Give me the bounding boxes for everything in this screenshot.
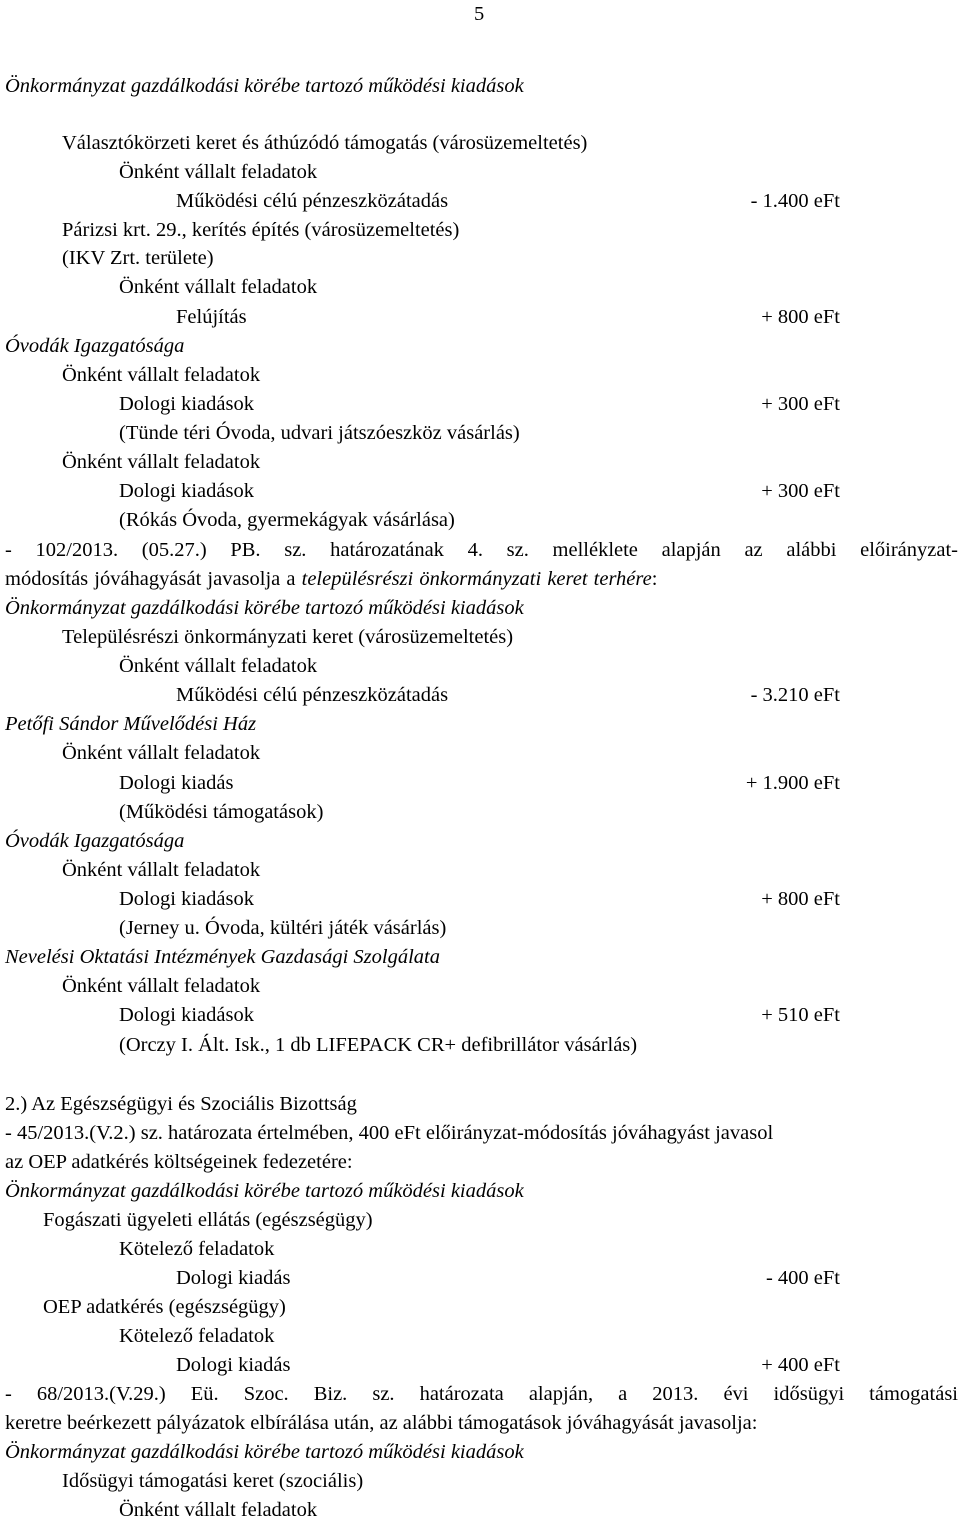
doc-line: [0, 216, 960, 245]
paragraph-line: - 102/2013. (05.27.) PB. sz. határozatának 4. sz. melléklete alapján az alábbi előirányzat-: [5, 539, 958, 561]
amount-value: - 3.210 eFt: [750, 684, 840, 706]
doc-line: [0, 72, 960, 101]
amount-value: + 800 eFt: [761, 306, 840, 328]
task-type-label: Önként vállalt feladatok: [62, 364, 261, 386]
expense-note: (Működési támogatások): [119, 801, 324, 823]
doc-line: [0, 390, 960, 419]
budget-frame-label: Településrészi önkormányzati keret (városüzemeltetés): [62, 626, 514, 648]
doc-line: [0, 273, 960, 302]
section-heading: Önkormányzat gazdálkodási körébe tartozó működési kiadások: [5, 597, 524, 619]
budget-frame-label: Fogászati ügyeleti ellátás (egészségügy): [43, 1209, 373, 1231]
task-type-label: Kötelező feladatok: [119, 1325, 275, 1347]
doc-line: [0, 187, 960, 216]
doc-line: [0, 798, 960, 827]
doc-line: [0, 1206, 960, 1235]
task-type-label: Önként vállalt feladatok: [62, 742, 261, 764]
committee-title: 2.) Az Egészségügyi és Szociális Bizottság: [5, 1093, 357, 1115]
doc-line: [0, 1293, 960, 1322]
amount-value: + 300 eFt: [761, 393, 840, 415]
page-number: 5: [474, 3, 485, 25]
page-number-line: [0, 0, 960, 29]
amount-value: - 1.400 eFt: [750, 190, 840, 212]
paragraph-line: az OEP adatkérés költségeinek fedezetére:: [5, 1151, 353, 1173]
section-heading: Önkormányzat gazdálkodási körébe tartozó működési kiadások: [5, 75, 524, 97]
doc-line: [0, 710, 960, 739]
institution-heading: Petőfi Sándor Művelődési Ház: [5, 713, 257, 735]
doc-line: [0, 1322, 960, 1351]
doc-line: [0, 361, 960, 390]
amount-value: + 1.900 eFt: [745, 772, 840, 794]
expense-category: Működési célú pénzeszközátadás: [176, 684, 449, 706]
amount-value: + 510 eFt: [761, 1004, 840, 1026]
institution-heading: Nevelési Oktatási Intézmények Gazdasági Szolgálata: [5, 946, 440, 968]
paragraph-text: :: [651, 568, 658, 590]
doc-line: [0, 972, 960, 1001]
doc-line: [0, 856, 960, 885]
expense-category: Dologi kiadás: [176, 1354, 291, 1376]
expense-category: Dologi kiadások: [119, 1004, 254, 1026]
task-type-label: Önként vállalt feladatok: [119, 161, 318, 183]
project-note: (IKV Zrt. területe): [62, 247, 214, 269]
doc-line: [0, 914, 960, 943]
doc-line: [0, 885, 960, 914]
amount-value: - 400 eFt: [765, 1267, 840, 1289]
task-type-label: Önként vállalt feladatok: [119, 1499, 318, 1521]
budget-frame-label: OEP adatkérés (egészségügy): [43, 1296, 286, 1318]
doc-line: [0, 1031, 960, 1060]
doc-line: [0, 448, 960, 477]
paragraph-line: keretre beérkezett pályázatok elbírálása után, az alábbi támogatások jóváhagyását javasolja:: [5, 1412, 758, 1434]
project-label: Párizsi krt. 29., kerítés építés (városüzemeltetés): [62, 219, 460, 241]
task-type-label: Kötelező feladatok: [119, 1238, 275, 1260]
doc-line: [0, 623, 960, 652]
task-type-label: Önként vállalt feladatok: [62, 975, 261, 997]
doc-line: [0, 827, 960, 856]
doc-line: [0, 1235, 960, 1264]
expense-category: Dologi kiadás: [119, 772, 234, 794]
doc-line: [0, 1496, 960, 1525]
doc-line: [0, 565, 960, 594]
task-type-label: Önként vállalt feladatok: [119, 655, 318, 677]
budget-frame-label: Idősügyi támogatási keret (szociális): [62, 1470, 364, 1492]
doc-line: [0, 1409, 960, 1438]
doc-line: [0, 739, 960, 768]
doc-line: [0, 594, 960, 623]
doc-line: [0, 1438, 960, 1467]
amount-value: + 300 eFt: [761, 480, 840, 502]
doc-line: [0, 536, 960, 565]
paragraph-line: - 45/2013.(V.2.) sz. határozata értelmében, 400 eFt előirányzat-módosítás jóváhagyást javasol: [5, 1122, 774, 1144]
doc-line: [0, 244, 960, 273]
doc-line: [0, 303, 960, 332]
doc-line: [0, 1177, 960, 1206]
expense-category: Dologi kiadások: [119, 480, 254, 502]
expense-category: Működési célú pénzeszközátadás: [176, 190, 449, 212]
expense-category: Dologi kiadások: [119, 393, 254, 415]
doc-line: [0, 477, 960, 506]
paragraph-line: - 68/2013.(V.29.) Eü. Szoc. Biz. sz. határozata alapján, a 2013. évi idősügyi támogatási: [5, 1383, 958, 1405]
expense-category: Dologi kiadások: [119, 888, 254, 910]
doc-line: [0, 1351, 960, 1380]
doc-line: [0, 1148, 960, 1177]
doc-line: [0, 1090, 960, 1119]
task-type-label: Önként vállalt feladatok: [62, 451, 261, 473]
expense-note: (Tünde téri Óvoda, udvari játszóeszköz vásárlás): [119, 422, 520, 444]
paragraph-text: módosítás jóváhagyását javasolja a: [5, 568, 302, 590]
task-type-label: Önként vállalt feladatok: [62, 859, 261, 881]
doc-line: [0, 419, 960, 448]
doc-line: [0, 769, 960, 798]
task-type-label: Önként vállalt feladatok: [119, 276, 318, 298]
section-heading: Önkormányzat gazdálkodási körébe tartozó működési kiadások: [5, 1441, 524, 1463]
doc-line: [0, 1119, 960, 1148]
expense-category: Dologi kiadás: [176, 1267, 291, 1289]
paragraph-line: [5, 565, 657, 594]
institution-heading: Óvodák Igazgatósága: [5, 830, 185, 852]
expense-note: (Rókás Óvoda, gyermekágyak vásárlása): [119, 509, 455, 531]
expense-category: Felújítás: [176, 306, 247, 328]
doc-line: [0, 129, 960, 158]
expense-note: (Orczy I. Ált. Isk., 1 db LIFEPACK CR+ defibrillátor vásárlás): [119, 1034, 638, 1056]
amount-value: + 800 eFt: [761, 888, 840, 910]
paragraph-emphasis: településrészi önkormányzati keret terhére: [301, 568, 652, 590]
doc-line: [0, 943, 960, 972]
doc-line: [0, 1001, 960, 1030]
expense-note: (Jerney u. Óvoda, kültéri játék vásárlás): [119, 917, 447, 939]
budget-frame-label: Választókörzeti keret és áthúzódó támogatás (városüzemeltetés): [62, 132, 588, 154]
institution-heading: Óvodák Igazgatósága: [5, 335, 185, 357]
amount-value: + 400 eFt: [761, 1354, 840, 1376]
doc-line: [0, 1264, 960, 1293]
doc-line: [0, 1380, 960, 1409]
section-heading: Önkormányzat gazdálkodási körébe tartozó működési kiadások: [5, 1180, 524, 1202]
doc-line: [0, 506, 960, 535]
doc-line: [0, 332, 960, 361]
doc-line: [0, 681, 960, 710]
doc-line: [0, 1467, 960, 1496]
doc-line: [0, 652, 960, 681]
doc-line: [0, 158, 960, 187]
